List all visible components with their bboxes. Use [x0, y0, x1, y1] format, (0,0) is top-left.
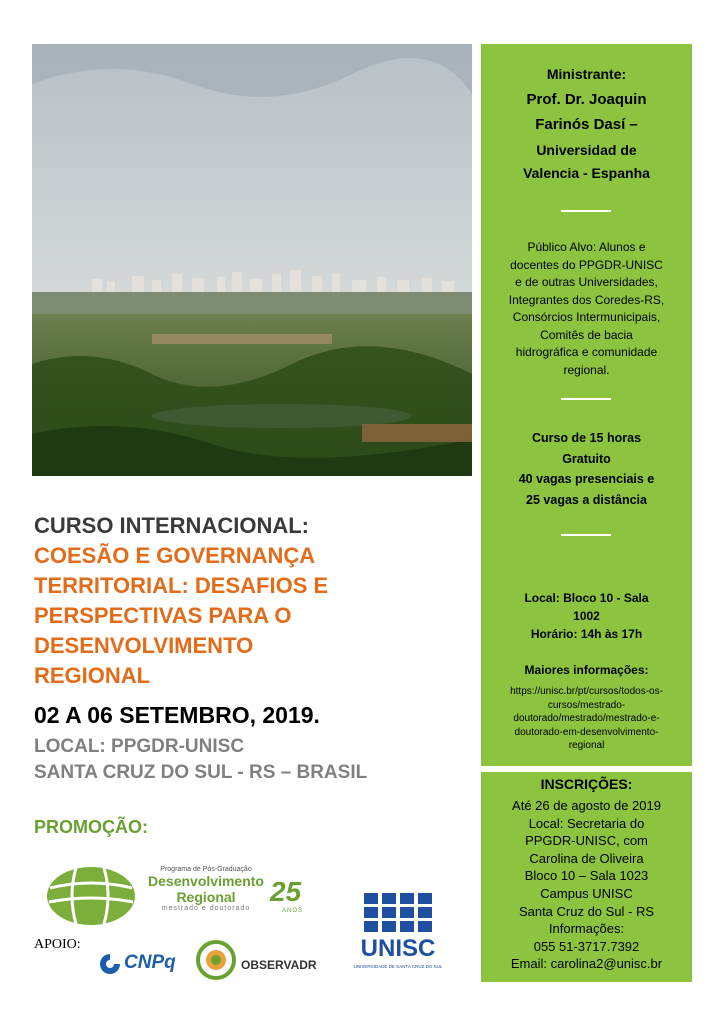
info-url[interactable]: https://unisc.br/pt/cursos/todos-os- cursos/mestrado- doutorado/mestrado/mestrado-e- doutorado-em-desenvolvimento- regional — [510, 686, 663, 751]
divider — [561, 398, 611, 400]
local-info: Local: Bloco 10 - Sala 1002 Horário: 14h às 17h — [524, 591, 649, 641]
info-sidebar — [481, 44, 692, 766]
course-dates: 02 A 06 SETEMBRO, 2019. — [34, 702, 320, 728]
cnpq-logo: CNPq — [98, 950, 158, 980]
cnpq-symbol-icon — [98, 952, 122, 976]
unisc-logo: UNISC UNIVERSIDADE DE SANTA CRUZ DO SUL — [348, 893, 448, 973]
landscape-photo — [32, 44, 472, 476]
divider — [561, 534, 611, 536]
publico-alvo: Público Alvo: Alunos e docentes do PPGDR-UNISC e de outras Universidades, Integrantes dos Coredes-RS, Consórcios Intermunicipais, Comitês de bacia hidrográfica e comunidade regional. — [508, 240, 665, 377]
inscricoes-box — [481, 772, 692, 982]
divider — [561, 210, 611, 212]
unisc-grid-icon — [364, 893, 432, 933]
ministrante-label: Ministrante: — [546, 66, 627, 82]
promocao-label: PROMOÇÃO: — [34, 817, 148, 837]
ministrante-university-2: Valencia - Espanha — [523, 165, 650, 181]
ministrante-name-2: Farinós Dasí – — [535, 116, 638, 133]
ministrante-name: Prof. Dr. Joaquin — [526, 91, 647, 108]
apoio-label: APOIO: — [34, 937, 81, 952]
course-heading: CURSO INTERNACIONAL: — [34, 513, 309, 538]
ppgdr-logo: Programa de Pós-Graduação Desenvolvimento Regional mestrado e doutorado — [148, 866, 264, 912]
course-city: SANTA CRUZ DO SUL - RS – BRASIL — [34, 762, 368, 783]
observadr-seal-icon — [196, 940, 236, 980]
curso-info: Curso de 15 horas Gratuito 40 vagas presenciais e 25 vagas a distância — [518, 431, 655, 507]
ministrante-university: Universidad de — [536, 142, 637, 158]
globe-logo-icon — [46, 866, 136, 926]
ppgdr-25: 25 — [270, 876, 302, 907]
info-label: Maiores informações: — [524, 663, 649, 677]
observadr-text: OBSERVADR — [241, 958, 317, 972]
course-subtitle: COESÃO E GOVERNANÇA TERRITORIAL: DESAFIOS E PERSPECTIVAS PARA O DESENVOLVIMENTO REGIONAL — [34, 543, 329, 688]
inscricoes-label: INSCRIÇÕES: — [540, 776, 633, 792]
inscricoes-details: Até 26 de agosto de 2019 Local: Secretaria do PPGDR-UNISC, com Carolina de Oliveira Bloco 10 – Sala 1023 Campus UNISC Santa Cruz do Sul - RS Informações: 055 51-3717.7392 Email: carolina2@unisc.br — [510, 798, 663, 972]
course-local: LOCAL: PPGDR-UNISC — [34, 736, 245, 757]
city-landscape-photo-icon — [32, 44, 472, 476]
ppgdr-anos: ANOS — [282, 908, 304, 914]
